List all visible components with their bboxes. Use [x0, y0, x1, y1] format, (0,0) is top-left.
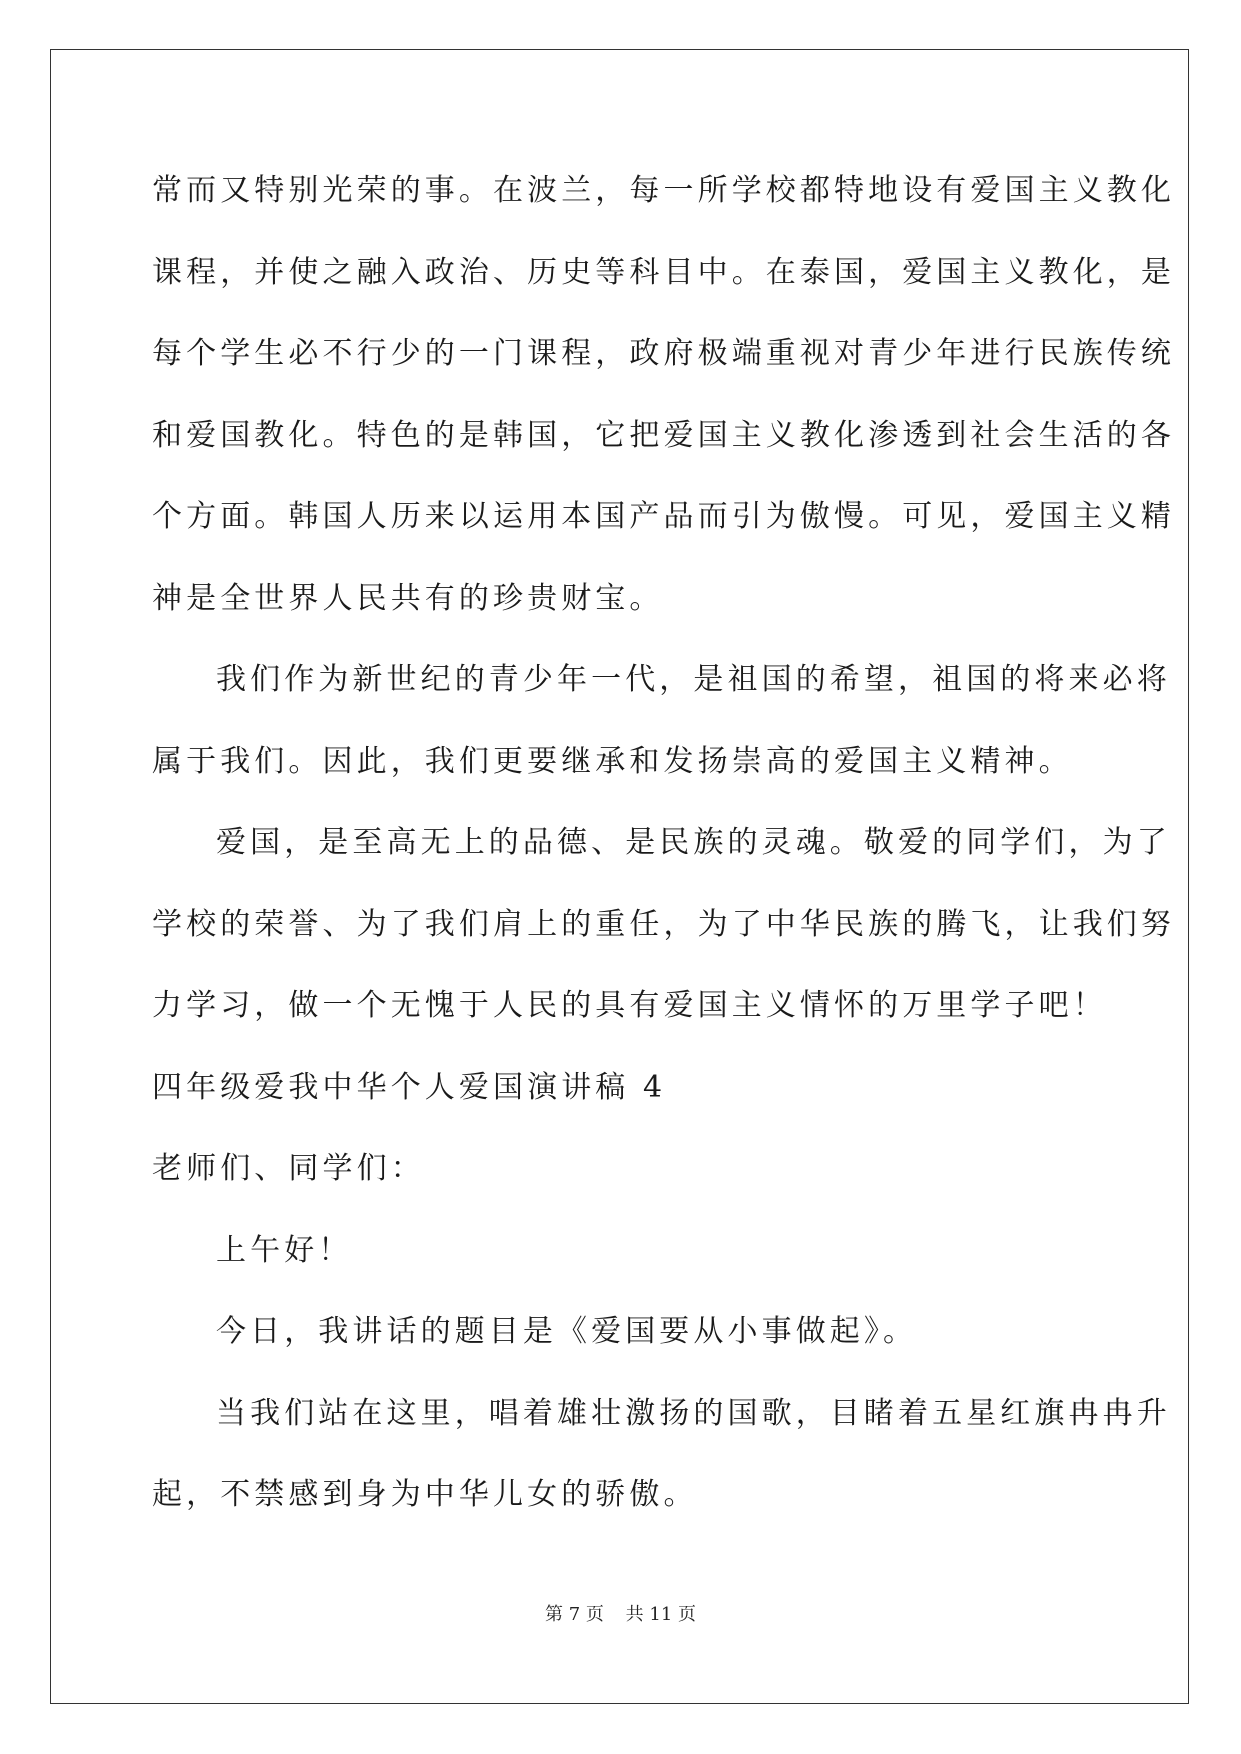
- text-line: 属于我们。因此，我们更要继承和发扬崇高的爱国主义精神。: [152, 743, 1073, 779]
- text-line: 常而又特别光荣的事。在波兰，每一所学校都特地设有爱国主义教化: [152, 173, 1175, 208]
- text-line: 今日，我讲话的题目是《爱国要从小事做起》。: [216, 1314, 918, 1349]
- text-line: 神是全世界人民共有的珍贵财宝。: [152, 580, 664, 616]
- text-line: 起，不禁感到身为中华儿女的骄傲。: [152, 1477, 698, 1512]
- salutation: 老师们、同学们：: [152, 1151, 425, 1186]
- text-line: 每个学生必不行少的一门课程，政府极端重视对青少年进行民族传统: [152, 336, 1175, 371]
- greeting: 上午好！: [216, 1232, 353, 1268]
- text-line: 和爱国教化。特色的是韩国，它把爱国主义教化渗透到社会生活的各: [152, 417, 1175, 453]
- section-heading: 四年级爱我中华个人爱国演讲稿 4: [152, 1069, 667, 1105]
- page-total: 共 11 页: [625, 1604, 696, 1625]
- text-line: 我们作为新世纪的青少年一代，是祖国的希望，祖国的将来必将: [216, 662, 1171, 697]
- text-line: 个方面。韩国人历来以运用本国产品而引为傲慢。可见，爱国主义精: [152, 499, 1175, 534]
- text-line: 课程，并使之融入政治、历史等科目中。在泰国，爱国主义教化，是: [152, 254, 1175, 290]
- text-line: 爱国，是至高无上的品德、是民族的灵魂。敬爱的同学们，为了: [216, 825, 1171, 860]
- page-footer: [0, 1600, 1241, 1626]
- page-number: 第 7 页: [545, 1604, 604, 1625]
- document-body: [152, 150, 1175, 1536]
- text-line: 当我们站在这里，唱着雄壮激扬的国歌，目睹着五星红旗冉冉升: [216, 1395, 1171, 1431]
- text-line: 力学习，做一个无愧于人民的具有爱国主义情怀的万里学子吧！: [152, 988, 1107, 1023]
- text-line: 学校的荣誉、为了我们肩上的重任，为了中华民族的腾飞，让我们努: [152, 906, 1175, 942]
